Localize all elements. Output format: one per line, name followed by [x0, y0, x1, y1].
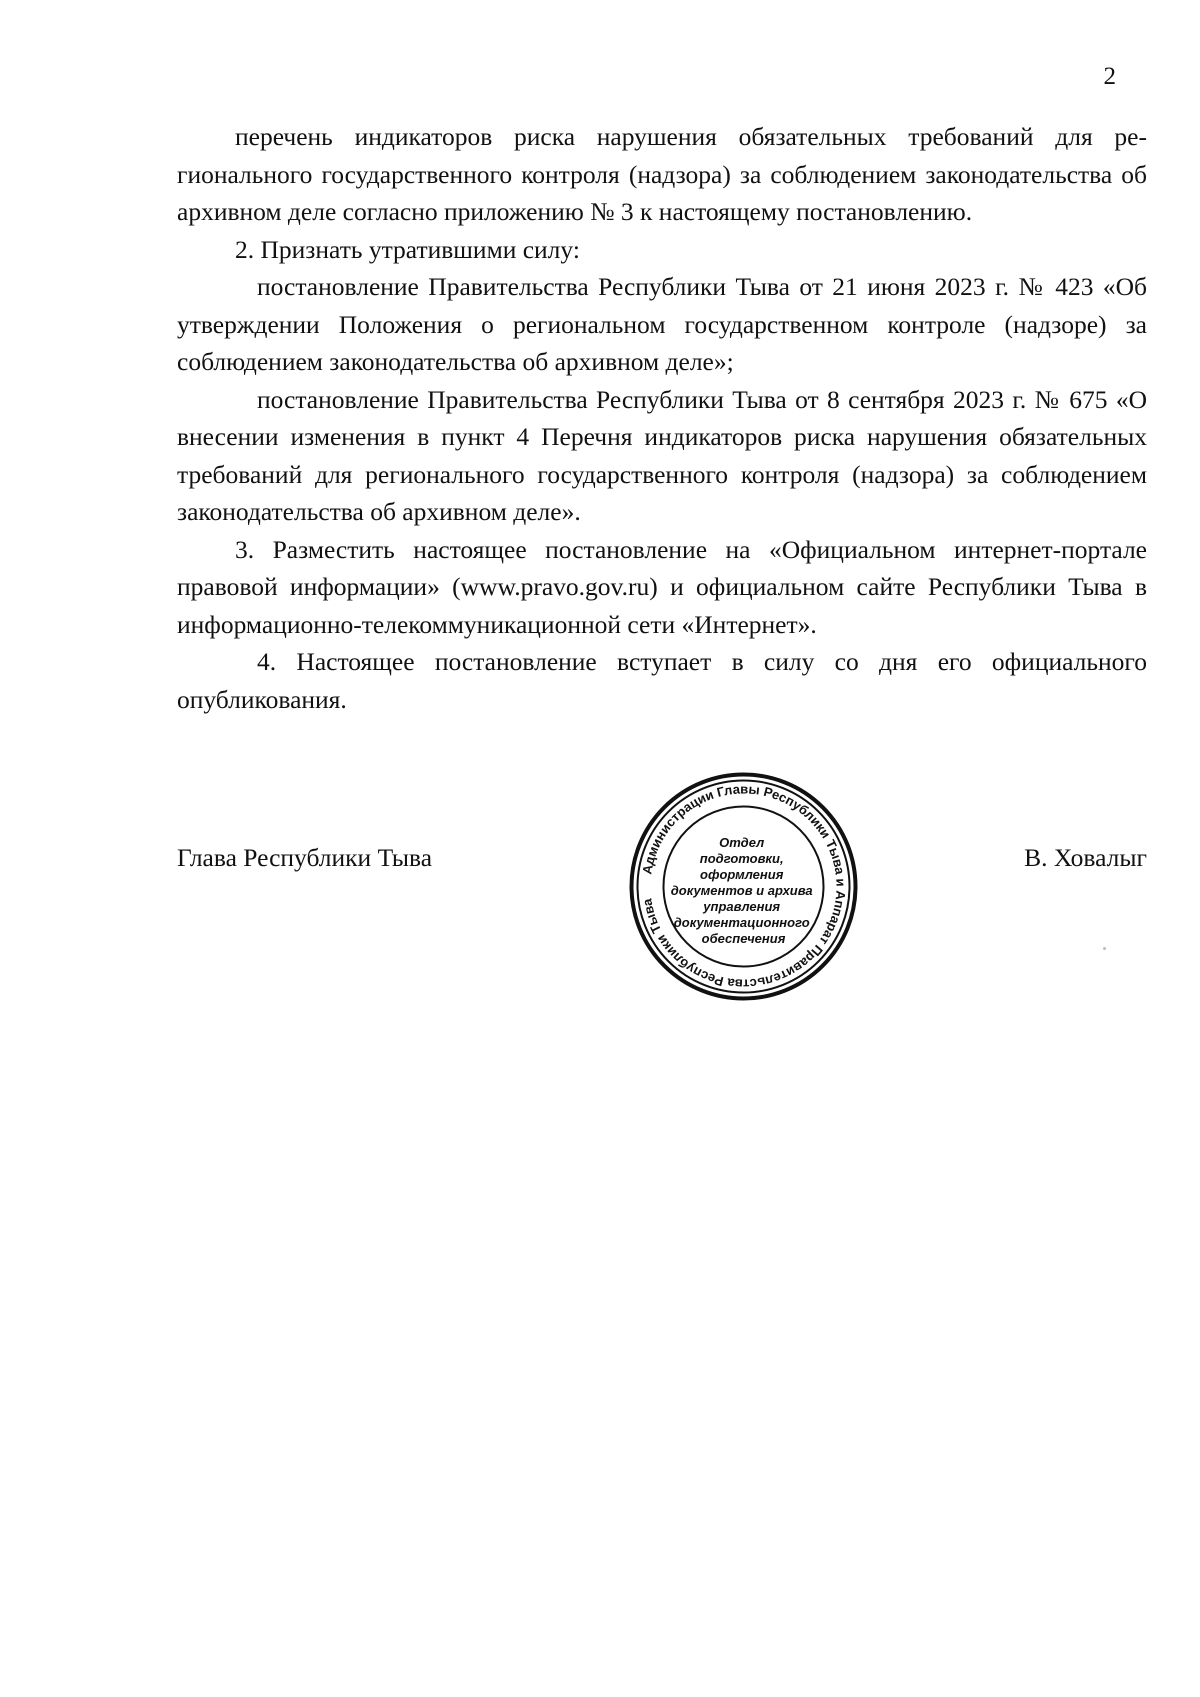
- seal-center-line: документационного: [673, 915, 810, 930]
- paragraph-repealed-decree-423: постановление Правительства Республики Тыва от 21 июня 2023 г. № 423 «Об утверждении Положения о региональном государственном контроле (надзоре) за соблюдением законодательства об архивном деле»;: [177, 272, 1147, 376]
- seal-center-line: документов и архива: [670, 883, 813, 898]
- scan-speck: [1103, 947, 1106, 950]
- signatory-name: В. Ховалыг: [1024, 843, 1147, 872]
- paragraph-list-item-1: перечень индикаторов риска нарушения обязательных требований для регионального государственного контроля (надзора) за соблюдением законодательства об архивном деле согласно приложению № 3 к настоящему постановлению.: [177, 122, 1147, 226]
- seal-center-line: подготовки,: [699, 851, 784, 866]
- paragraph-repealed-decree-675: постановление Правительства Республики Тыва от 8 сентября 2023 г. № 675 «О внесении изменения в пункт 4 Перечня индикаторов риска нарушения обязательных требований для регионального государственного контроля (надзора) за соблюдением законодательства об архивном деле».: [177, 384, 1147, 526]
- official-seal-stamp: [627, 770, 860, 1003]
- seal-ring-text: Администрации Главы Республики Тыва и Аппарат Правительства Республики Тыва: [639, 781, 849, 992]
- seal-center-line: Отдел: [719, 835, 765, 850]
- paragraph-item-4-entry-into-force: 4. Настоящее постановление вступает в силу со дня его официального опубликования.: [177, 647, 1147, 714]
- seal-center-text: [671, 835, 817, 946]
- paragraph-item-2-heading: 2. Признать утратившими силу:: [235, 234, 580, 264]
- paragraph-item-3-publication: 3. Разместить настоящее постановление на «Официальном интернет-портале правовой информации» (www.pravo.gov.ru) и официальном сайте Республики Тыва в информационно-телекоммуникационной сети «Интернет».: [177, 534, 1147, 639]
- document-body: [177, 118, 1147, 718]
- signatory-position: Глава Республики Тыва: [177, 843, 433, 872]
- seal-center-line: оформления: [700, 867, 784, 882]
- page-number: 2: [1103, 63, 1116, 90]
- seal-graphic: [627, 770, 860, 1003]
- seal-center-line: обеспечения: [701, 931, 786, 946]
- seal-center-line: управления: [703, 899, 781, 914]
